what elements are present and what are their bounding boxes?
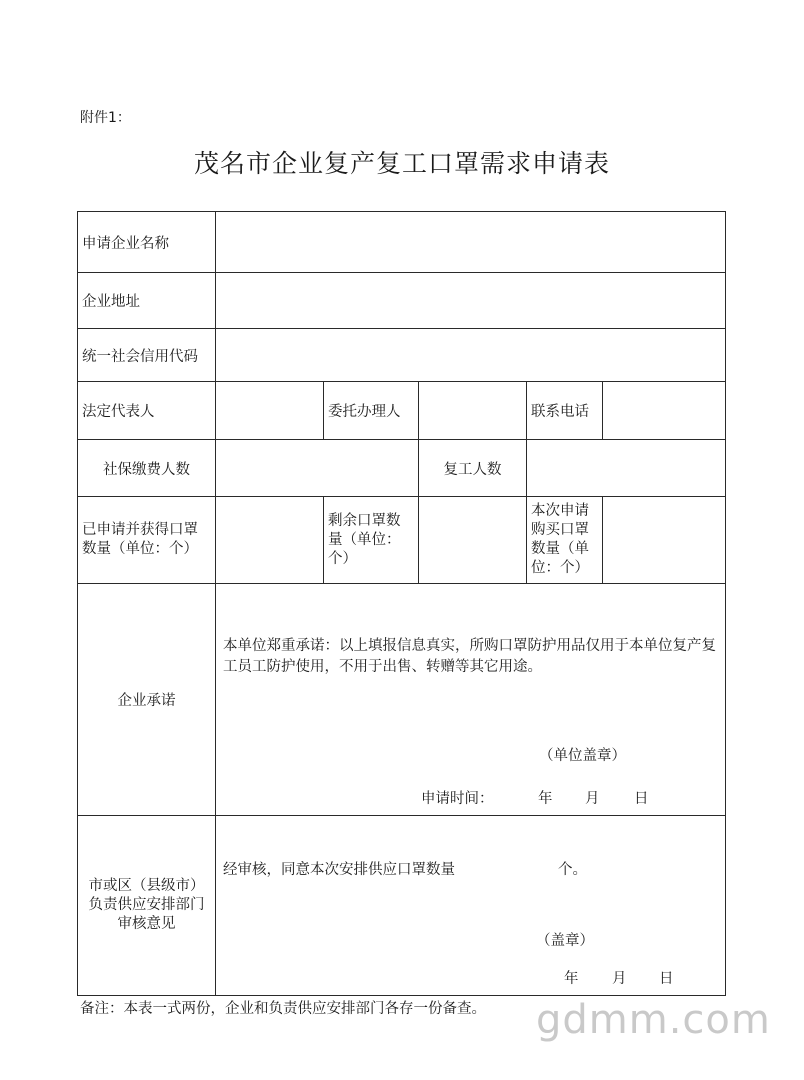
phone-field[interactable] — [603, 382, 726, 440]
review-month-label: 月 — [612, 971, 627, 987]
attachment-label: 附件1： — [80, 110, 131, 126]
row-company-name — [78, 212, 726, 273]
row-headcount — [78, 440, 726, 497]
watermark: gdmm.com — [536, 997, 771, 1043]
legal-rep-label: 法定代表人 — [78, 382, 216, 440]
review-label: 市或区（县级市）负责供应安排部门审核意见 — [78, 816, 216, 996]
row-credit-code — [78, 329, 726, 382]
company-name-field[interactable] — [216, 212, 726, 273]
footer-note: 备注：本表一式两份，企业和负责供应安排部门各存一份备查。 — [80, 1001, 486, 1017]
agent-field[interactable] — [419, 382, 527, 440]
social-security-field[interactable] — [216, 440, 419, 497]
application-form-table — [77, 211, 726, 996]
row-pledge — [78, 584, 726, 816]
legal-rep-field[interactable] — [216, 382, 324, 440]
pledge-area — [216, 584, 726, 816]
apply-year-label: 年 — [538, 791, 553, 807]
pledge-seal: （单位盖章） — [539, 748, 626, 764]
review-unit: 个。 — [558, 862, 587, 878]
pledge-text: 本单位郑重承诺：以上填报信息真实，所购口罩防护用品仅用于本单位复产复工员工防护使用，不用于出售、转赠等其它用途。 — [223, 638, 716, 675]
pledge-label: 企业承诺 — [78, 584, 216, 816]
obtained-masks-label: 已申请并获得口罩数量（单位：个） — [78, 497, 216, 584]
company-name-label: 申请企业名称 — [78, 212, 216, 273]
address-label: 企业地址 — [78, 273, 216, 329]
remaining-masks-label: 剩余口罩数量（单位：个） — [324, 497, 419, 584]
agent-label: 委托办理人 — [324, 382, 419, 440]
review-seal: （盖章） — [536, 933, 594, 949]
phone-label: 联系电话 — [527, 382, 603, 440]
review-text: 经审核，同意本次安排供应口罩数量 — [223, 862, 455, 878]
credit-code-label: 统一社会信用代码 — [78, 329, 216, 382]
credit-code-field[interactable] — [216, 329, 726, 382]
review-day-label: 日 — [659, 971, 674, 987]
returned-workers-label: 复工人数 — [419, 440, 527, 497]
request-masks-field[interactable] — [603, 497, 726, 584]
apply-day-label: 日 — [634, 791, 649, 807]
apply-month-label: 月 — [585, 791, 600, 807]
remaining-masks-field[interactable] — [419, 497, 527, 584]
obtained-masks-field[interactable] — [216, 497, 324, 584]
row-review — [78, 816, 726, 996]
address-field[interactable] — [216, 273, 726, 329]
review-year-label: 年 — [564, 971, 579, 987]
row-address — [78, 273, 726, 329]
form-title: 茂名市企业复产复工口罩需求申请表 — [193, 149, 610, 178]
social-security-label: 社保缴费人数 — [78, 440, 216, 497]
apply-time-label: 申请时间： — [421, 791, 494, 807]
request-masks-label: 本次申请购买口罩数量（单位：个） — [527, 497, 603, 584]
row-contacts — [78, 382, 726, 440]
returned-workers-field[interactable] — [527, 440, 726, 497]
review-area — [216, 816, 726, 996]
row-masks — [78, 497, 726, 584]
